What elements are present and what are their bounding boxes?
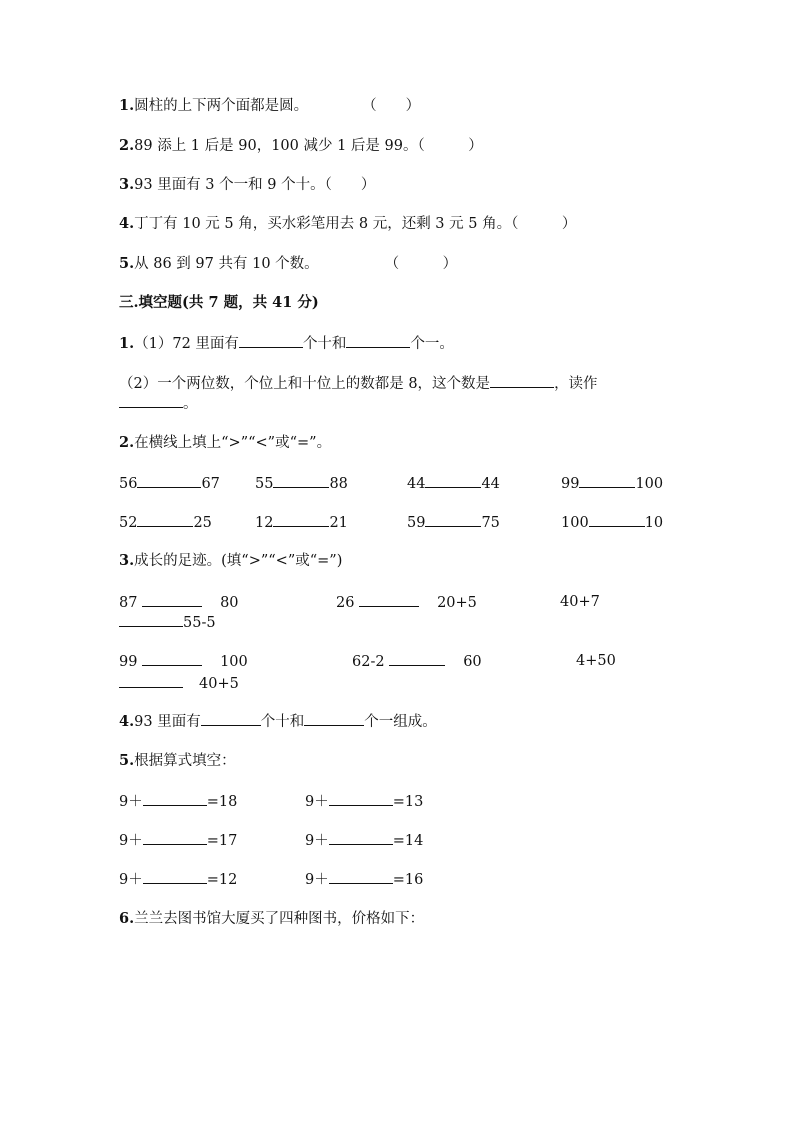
item-number: 1.	[119, 97, 135, 114]
q5-equation	[305, 869, 423, 890]
q5-prompt	[119, 751, 236, 771]
answer-blank[interactable]	[142, 651, 202, 666]
q1-text-c: 个一。	[410, 336, 454, 352]
q2-number: 2.	[119, 434, 135, 451]
item-number: 2.	[119, 137, 135, 154]
item-text: 93 里面有 3 个一和 9 个十。	[134, 177, 325, 193]
compare-left: 62-2	[352, 654, 385, 670]
q6-text: 兰兰去图书馆大厦买了四种图书，价格如下：	[134, 911, 425, 927]
judge-item-3	[119, 175, 375, 195]
q3-compare	[119, 651, 248, 672]
item-number: 3.	[119, 176, 135, 193]
answer-blank[interactable]	[579, 473, 635, 488]
answer-blank[interactable]	[329, 791, 393, 806]
answer-blank[interactable]	[239, 333, 303, 348]
item-text: 从 86 到 97 共有 10 个数。	[134, 256, 319, 272]
q6-prompt	[119, 909, 424, 929]
answer-paren[interactable]: （ ）	[384, 256, 458, 272]
equation-right: =17	[206, 833, 238, 849]
q4-text-b: 个十和	[260, 714, 305, 730]
q3-compare-cont	[119, 673, 239, 694]
equation-left: 9＋	[305, 872, 329, 888]
answer-blank[interactable]	[329, 869, 393, 884]
q2-compare	[119, 512, 212, 533]
q5-text: 根据算式填空：	[134, 753, 236, 769]
q5-equation	[305, 791, 423, 812]
q5-equation	[119, 830, 237, 851]
answer-blank[interactable]	[137, 473, 201, 488]
q3-number: 3.	[119, 552, 135, 569]
answer-blank[interactable]	[119, 673, 183, 688]
q5-equation	[305, 830, 423, 851]
q2-compare	[561, 512, 663, 533]
answer-blank[interactable]	[359, 592, 419, 607]
answer-blank[interactable]	[143, 830, 207, 845]
compare-right: 20+5	[437, 595, 477, 611]
compare-right: 67	[201, 476, 220, 492]
q4	[119, 711, 437, 732]
answer-paren[interactable]: （ ）	[511, 216, 577, 232]
answer-paren[interactable]: （ ）	[417, 138, 483, 154]
q1-part2-text-b: ，读作	[554, 376, 598, 392]
equation-left: 9＋	[119, 794, 143, 810]
q1-part2-cont	[119, 393, 198, 414]
q2-compare	[119, 473, 220, 494]
answer-blank[interactable]	[329, 830, 393, 845]
answer-blank[interactable]	[304, 711, 364, 726]
compare-right: 40+5	[199, 676, 239, 692]
equation-left: 9＋	[305, 833, 329, 849]
equation-right: =18	[206, 794, 238, 810]
compare-left: 99	[561, 476, 580, 492]
compare-left: 56	[119, 476, 138, 492]
q3-compare	[336, 592, 477, 613]
q1-part1	[119, 333, 454, 354]
answer-blank[interactable]	[143, 869, 207, 884]
compare-left: 44	[407, 476, 426, 492]
compare-left: 12	[255, 515, 274, 531]
compare-left: 55	[255, 476, 274, 492]
answer-paren[interactable]: （ ）	[362, 98, 421, 114]
judge-item-4	[119, 214, 576, 234]
equation-right: =12	[206, 872, 238, 888]
equation-right: =16	[392, 872, 424, 888]
item-text: 89 添上 1 后是 90，100 减少 1 后是 99。	[134, 138, 418, 154]
q6-number: 6.	[119, 910, 135, 927]
answer-blank[interactable]	[490, 373, 554, 388]
compare-left: 40+7	[560, 594, 600, 610]
q3-compare	[119, 592, 239, 613]
q3-text: 成长的足迹。(填“>”“<”或“=”)	[134, 553, 343, 569]
q1-part2	[119, 373, 598, 394]
answer-blank[interactable]	[142, 592, 202, 607]
q1-text-a: （1）72 里面有	[134, 336, 239, 352]
equation-left: 9＋	[305, 794, 329, 810]
judge-item-1	[119, 96, 420, 116]
judge-item-2	[119, 136, 483, 156]
q1-number: 1.	[119, 335, 135, 352]
compare-left: 4+50	[576, 653, 616, 669]
q2-compare	[561, 473, 663, 494]
q5-number: 5.	[119, 752, 135, 769]
q3-compare	[560, 592, 600, 612]
answer-blank[interactable]	[425, 473, 481, 488]
item-text: 圆柱的上下两个面都是圆。	[134, 98, 309, 114]
compare-left: 59	[407, 515, 426, 531]
equation-left: 9＋	[119, 872, 143, 888]
q4-text-a: 93 里面有	[134, 714, 201, 730]
compare-left: 87	[119, 595, 138, 611]
q1-part2-text-a: （2）一个两位数，个位上和十位上的数都是 8，这个数是	[119, 376, 491, 392]
answer-blank[interactable]	[143, 791, 207, 806]
equation-right: =14	[392, 833, 424, 849]
q2-text: 在横线上填上“>”“<”或“=”。	[134, 435, 332, 451]
compare-left: 100	[561, 515, 589, 531]
compare-right: 44	[481, 476, 500, 492]
answer-blank[interactable]	[589, 512, 645, 527]
answer-blank[interactable]	[273, 473, 329, 488]
q5-equation	[119, 869, 237, 890]
compare-right: 100	[220, 654, 248, 670]
q3-compare	[352, 651, 482, 672]
answer-blank[interactable]	[119, 393, 183, 408]
section-heading: 三.填空题(共 7 题，共 41 分)	[119, 294, 319, 311]
answer-blank[interactable]	[346, 333, 410, 348]
answer-blank[interactable]	[201, 711, 261, 726]
item-text: 丁丁有 10 元 5 角，买水彩笔用去 8 元，还剩 3 元 5 角。	[134, 216, 512, 232]
q4-number: 4.	[119, 713, 135, 730]
compare-right: 10	[644, 515, 664, 531]
q4-text-c: 个一组成。	[364, 714, 437, 730]
q2-compare	[407, 473, 500, 494]
q2-compare	[407, 512, 500, 533]
compare-right: 88	[329, 476, 348, 492]
item-number: 5.	[119, 255, 135, 272]
equation-right: =13	[392, 794, 424, 810]
q2-compare	[255, 512, 348, 533]
compare-right: 60	[463, 654, 482, 670]
answer-blank[interactable]	[273, 512, 329, 527]
q2-prompt	[119, 433, 331, 453]
compare-left: 52	[119, 515, 138, 531]
q3-compare-cont	[119, 612, 216, 633]
compare-right: 100	[635, 476, 664, 492]
q5-equation	[119, 791, 237, 812]
q3-prompt	[119, 551, 342, 571]
compare-right: 25	[193, 515, 212, 531]
compare-right: 75	[481, 515, 500, 531]
compare-right: 80	[220, 595, 239, 611]
q2-compare	[255, 473, 348, 494]
compare-left: 99	[119, 654, 138, 670]
answer-blank[interactable]	[137, 512, 193, 527]
q3-compare	[576, 651, 616, 671]
answer-blank[interactable]	[389, 651, 445, 666]
compare-right: 21	[329, 515, 348, 531]
q1-text-b: 个十和	[302, 336, 347, 352]
equation-left: 9＋	[119, 833, 143, 849]
compare-right: 55-5	[183, 615, 216, 631]
q1-part2-text-c: 。	[183, 396, 198, 412]
answer-blank[interactable]	[425, 512, 481, 527]
item-number: 4.	[119, 215, 135, 232]
compare-left: 26	[336, 595, 355, 611]
answer-blank[interactable]	[119, 612, 183, 627]
answer-paren[interactable]: （ ）	[324, 177, 376, 193]
judge-item-5	[119, 254, 457, 274]
